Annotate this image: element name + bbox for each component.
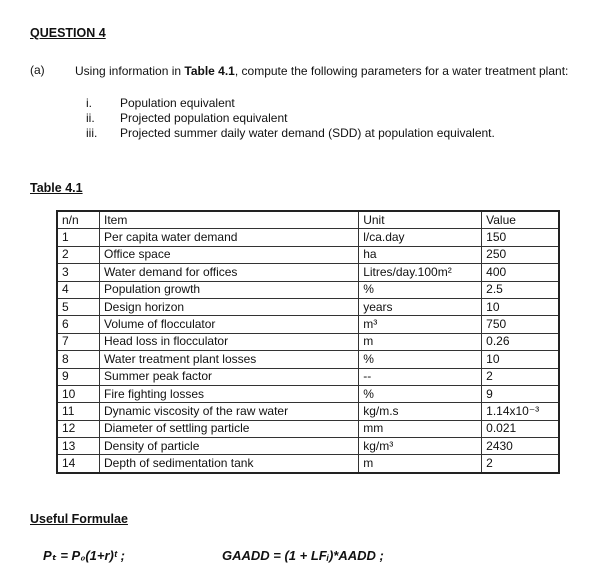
header-value: Value bbox=[482, 211, 559, 229]
header-item: Item bbox=[100, 211, 359, 229]
cell-unit: m bbox=[359, 455, 482, 473]
cell-unit: mm bbox=[359, 420, 482, 437]
cell-number: 7 bbox=[57, 333, 100, 350]
cell-unit: % bbox=[359, 281, 482, 298]
cell-item: Design horizon bbox=[100, 298, 359, 315]
formula-gaadd: GAADD = (1 + LFᵢ)*AADD ; bbox=[222, 548, 384, 563]
cell-value: 0.26 bbox=[482, 333, 559, 350]
table-row bbox=[57, 385, 559, 402]
list-item bbox=[75, 96, 575, 111]
cell-value: 9 bbox=[482, 385, 559, 402]
cell-value: 2 bbox=[482, 368, 559, 385]
cell-item: Head loss in flocculator bbox=[100, 333, 359, 350]
cell-unit: -- bbox=[359, 368, 482, 385]
cell-number: 13 bbox=[57, 438, 100, 455]
cell-number: 2 bbox=[57, 246, 100, 263]
cell-unit: l/ca.day bbox=[359, 229, 482, 246]
part-label: (a) bbox=[30, 63, 45, 77]
cell-value: 400 bbox=[482, 264, 559, 281]
table-row bbox=[57, 438, 559, 455]
list-item-number: ii. bbox=[86, 111, 95, 125]
table-row bbox=[57, 281, 559, 298]
data-table bbox=[56, 210, 560, 474]
header-number: n/n bbox=[57, 211, 100, 229]
cell-number: 6 bbox=[57, 316, 100, 333]
list-item bbox=[75, 126, 575, 141]
cell-item: Dynamic viscosity of the raw water bbox=[100, 403, 359, 420]
table-row bbox=[57, 298, 559, 315]
cell-number: 12 bbox=[57, 420, 100, 437]
cell-item: Summer peak factor bbox=[100, 368, 359, 385]
cell-number: 5 bbox=[57, 298, 100, 315]
table-row bbox=[57, 403, 559, 420]
cell-number: 3 bbox=[57, 264, 100, 281]
question-heading: QUESTION 4 bbox=[30, 26, 106, 40]
table-row bbox=[57, 420, 559, 437]
list-item-number: iii. bbox=[86, 126, 98, 140]
cell-unit: kg/m³ bbox=[359, 438, 482, 455]
cell-unit: kg/m.s bbox=[359, 403, 482, 420]
cell-number: 10 bbox=[57, 385, 100, 402]
formulae-title: Useful Formulae bbox=[30, 512, 128, 526]
cell-value: 150 bbox=[482, 229, 559, 246]
cell-unit: m³ bbox=[359, 316, 482, 333]
cell-item: Density of particle bbox=[100, 438, 359, 455]
table-title: Table 4.1 bbox=[30, 181, 83, 195]
cell-number: 8 bbox=[57, 351, 100, 368]
cell-unit: m bbox=[359, 333, 482, 350]
formula-population-growth: Pₜ = P₀(1+r)ᵗ ; bbox=[43, 548, 125, 563]
cell-item: Depth of sedimentation tank bbox=[100, 455, 359, 473]
table-row bbox=[57, 316, 559, 333]
table-row bbox=[57, 229, 559, 246]
header-unit: Unit bbox=[359, 211, 482, 229]
cell-value: 2430 bbox=[482, 438, 559, 455]
cell-value: 1.14x10⁻³ bbox=[482, 403, 559, 420]
cell-item: Fire fighting losses bbox=[100, 385, 359, 402]
cell-number: 11 bbox=[57, 403, 100, 420]
table-row bbox=[57, 264, 559, 281]
cell-value: 2.5 bbox=[482, 281, 559, 298]
table-body bbox=[57, 229, 559, 473]
parameter-list bbox=[75, 96, 575, 141]
table-row bbox=[57, 368, 559, 385]
cell-item: Diameter of settling particle bbox=[100, 420, 359, 437]
cell-value: 10 bbox=[482, 298, 559, 315]
list-item bbox=[75, 111, 575, 126]
table-header-row bbox=[57, 211, 559, 229]
cell-item: Population growth bbox=[100, 281, 359, 298]
intro-text-before: Using information in bbox=[75, 64, 185, 78]
cell-item: Volume of flocculator bbox=[100, 316, 359, 333]
cell-number: 4 bbox=[57, 281, 100, 298]
table-row bbox=[57, 333, 559, 350]
cell-value: 2 bbox=[482, 455, 559, 473]
cell-number: 9 bbox=[57, 368, 100, 385]
cell-value: 0.021 bbox=[482, 420, 559, 437]
table-row bbox=[57, 455, 559, 473]
list-item-text: Population equivalent bbox=[120, 96, 235, 110]
cell-unit: % bbox=[359, 351, 482, 368]
cell-value: 250 bbox=[482, 246, 559, 263]
cell-unit: Litres/day.100m² bbox=[359, 264, 482, 281]
intro-table-reference: Table 4.1 bbox=[184, 64, 235, 78]
cell-unit: % bbox=[359, 385, 482, 402]
table-row bbox=[57, 351, 559, 368]
cell-number: 1 bbox=[57, 229, 100, 246]
cell-item: Water demand for offices bbox=[100, 264, 359, 281]
table-row bbox=[57, 246, 559, 263]
cell-item: Office space bbox=[100, 246, 359, 263]
cell-unit: ha bbox=[359, 246, 482, 263]
question-intro bbox=[75, 63, 605, 79]
cell-item: Water treatment plant losses bbox=[100, 351, 359, 368]
list-item-text: Projected population equivalent bbox=[120, 111, 288, 125]
cell-unit: years bbox=[359, 298, 482, 315]
list-item-number: i. bbox=[86, 96, 92, 110]
cell-value: 10 bbox=[482, 351, 559, 368]
cell-number: 14 bbox=[57, 455, 100, 473]
intro-text-after: , compute the following parameters for a water treatment plant: bbox=[234, 64, 569, 78]
cell-value: 750 bbox=[482, 316, 559, 333]
cell-item: Per capita water demand bbox=[100, 229, 359, 246]
list-item-text: Projected summer daily water demand (SDD) at population equivalent. bbox=[120, 126, 495, 140]
